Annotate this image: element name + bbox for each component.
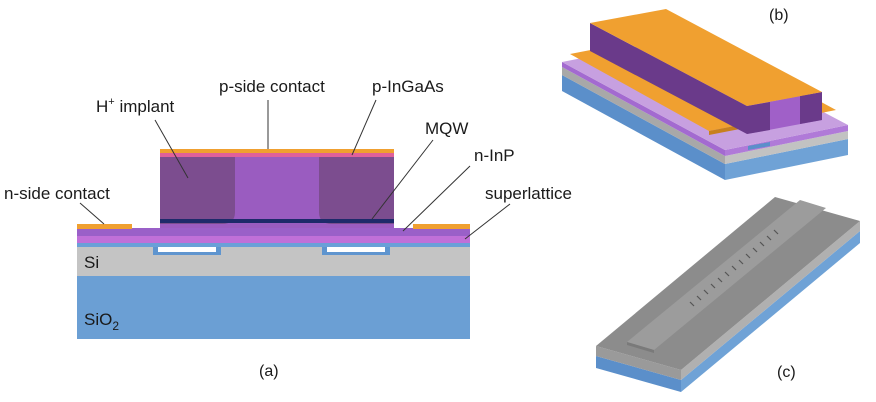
h-implant-region-right (319, 157, 394, 224)
leader-p-ingaas (352, 100, 376, 155)
label-p-ingaas: p-InGaAs (372, 77, 444, 96)
mqw-layer (160, 219, 394, 223)
label-h-implant: H+ implant (96, 96, 175, 116)
leader-n-inp (403, 166, 470, 231)
air-trench-left (158, 247, 216, 252)
leader-n-side-contact (80, 203, 104, 224)
label-p-side-contact: p-side contact (219, 77, 325, 96)
b-mesa-side-implant (747, 102, 770, 134)
panel-c-label: (c) (777, 364, 796, 381)
n-side-contact-left (77, 224, 132, 229)
sio2-layer (77, 276, 470, 339)
panel-b-3d-laser (562, 7, 848, 180)
label-si: Si (84, 253, 100, 272)
panel-a-cross-section (4, 77, 572, 380)
label-mqw: MQW (425, 119, 469, 138)
p-side-contact (160, 149, 394, 153)
si-buffer-layer (77, 243, 470, 247)
label-n-side-contact: n-side contact (4, 184, 110, 203)
b-mesa-side-implant-2 (800, 92, 822, 124)
label-superlattice: superlattice (485, 184, 572, 203)
n-side-contact-right (413, 224, 470, 229)
si-layer (77, 247, 470, 276)
superlattice-layer (77, 236, 470, 243)
panel-b-label: (b) (769, 7, 789, 24)
h-implant-region-left (160, 157, 235, 224)
p-ingaas-layer (160, 153, 394, 157)
label-sio2: SiO$_2$ (84, 310, 120, 333)
air-trench-right (327, 247, 385, 252)
n-inp-layer (77, 228, 470, 236)
label-n-inp: n-InP (474, 146, 515, 165)
leader-superlattice (465, 204, 510, 239)
panel-c-3d-chip (596, 197, 860, 392)
panel-a-label: (a) (259, 363, 279, 380)
